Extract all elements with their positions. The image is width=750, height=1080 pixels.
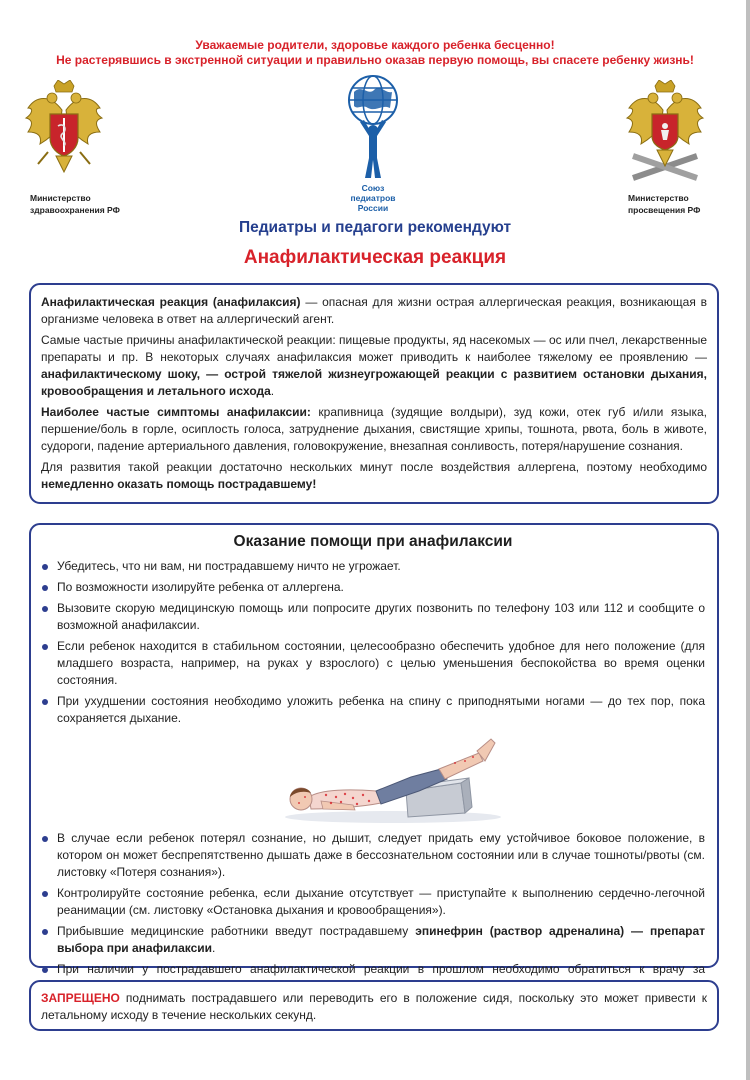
header-line-2: Не растерявшись в экстренной ситуации и правильно оказав первую помощь, вы спасете ребенку жизнь! [56, 53, 694, 67]
symptoms-text: крапивница (зудящие волдыри), зуд кожи, отек губ и/или языка, першение/боль в горле, осиплость голоса, затруднение дыхания, свистящие хрипы, тошнота, рвота, боль в животе, судороги, падение артериального давления, головокружение, внезапная сонливость, потеря/нарушение сознания. [41, 405, 707, 453]
definition-text: — опасная для жизни острая аллергическая реакция, возникающая в организме человека в ответ на аллергический агент. [41, 295, 707, 326]
symptoms-paragraph [41, 404, 707, 455]
page-title: Анафилактическая реакция [243, 247, 507, 268]
urgency-text: Для развития такой реакции достаточно нескольких минут после воздействия аллергена, поэтому необходимо [41, 460, 707, 474]
definition-paragraph [41, 294, 707, 328]
list-item [41, 638, 705, 689]
help-list-top [41, 558, 705, 727]
ministry-education-line-2: просвещения РФ [628, 205, 701, 215]
help-title: Оказание помощи при анафилаксии [233, 533, 513, 550]
list-item [41, 830, 705, 881]
epinephrine-text: Прибывшие медицинские работники введут пострадавшему [57, 924, 416, 938]
definition-term: Анафилактическая реакция (анафилаксия) [41, 295, 301, 309]
subtitle: Педиатры и педагоги рекомендуют [238, 219, 512, 236]
list-item-text: При ухудшении состояния необходимо уложить ребенка на спину с приподнятыми ногами — до тех пор, пока сохраняется дыхание. [57, 694, 705, 725]
header-line-1: Уважаемые родители, здоровье каждого ребенка бесценно! [195, 38, 555, 52]
list-item-text: При наличии у пострадавшего анафилактической реакции в прошлом необходимо обратиться к врачу за [57, 962, 705, 976]
help-list-bottom [41, 830, 705, 995]
pediatricians-union-label [333, 183, 413, 213]
list-item [41, 579, 705, 596]
list-item [41, 558, 705, 575]
ministry-education-line-1: Министерство [628, 193, 689, 203]
warning-text: поднимать пострадавшего или переводить его в положение сидя, поскольку это может привести к летальному исходу в течение нескольких секунд. [41, 991, 707, 1022]
list-item-text: Убедитесь, что ни вам, ни пострадавшему ничто не угрожает. [57, 559, 401, 573]
education-ministry-emblem-icon [625, 80, 705, 188]
child-legs-raised-illustration [41, 731, 705, 826]
epinephrine-end: . [212, 941, 216, 955]
shock-definition: анафилактическому шоку, — острой тяжелой жизнеугрожающей реакции с развитием остановки дыхания, кровообращения и летального исхода [41, 367, 707, 398]
bullet-icon [42, 836, 48, 842]
warning-label: ЗАПРЕЩЕНО [41, 991, 120, 1005]
bullet-icon [42, 699, 48, 705]
list-item [41, 923, 705, 957]
bullet-icon [42, 606, 48, 612]
bullet-icon [42, 891, 48, 897]
health-ministry-emblem-icon [24, 80, 104, 188]
bullet-icon [42, 929, 48, 935]
ministry-education-label [628, 192, 700, 216]
urgency-paragraph [41, 459, 707, 493]
ministry-health-line-1: Министерство [30, 193, 91, 203]
page-edge [746, 0, 750, 1080]
list-item-text: Если ребенок находится в стабильном состоянии, целесообразно обеспечить удобное для него положение (для младшего возраста, например, на руках у взрослого) с целью уменьшения беспокойства во время оценки состояния. [57, 639, 705, 687]
help-box [29, 523, 719, 976]
urgency-call: немедленно оказать помощь пострадавшему! [41, 477, 317, 491]
definition-box [29, 283, 719, 504]
warning-paragraph [41, 990, 707, 1024]
bullet-icon [42, 967, 48, 973]
bullet-icon [42, 585, 48, 591]
warning-box [29, 980, 719, 1031]
list-item-text: По возможности изолируйте ребенка от аллергена. [57, 580, 344, 594]
list-item-text: Вызовите скорую медицинскую помощь или попросите других позвонить по телефону 103 или 112 и сообщите о возможной анафилаксии. [57, 601, 705, 632]
logo-text-line-2: педиатров [350, 193, 396, 203]
causes-paragraph [41, 332, 707, 400]
lying-child-icon [281, 731, 506, 826]
list-item [41, 693, 705, 727]
ministry-health-line-2: здравоохранения РФ [30, 205, 120, 215]
logo-text-line-1: Союз [361, 183, 385, 193]
list-item-text: В случае если ребенок потерял сознание, но дышит, следует придать ему устойчивое боковое положение, в котором он может беспрепятственно дышать даже в бессознательном состоянии или в случае тошноты/рвоты (см. листовку «Потеря сознания»). [57, 831, 705, 879]
ministry-health-label [30, 192, 120, 216]
pediatricians-union-logo-icon [338, 74, 408, 182]
causes-end: . [270, 384, 275, 398]
list-item [41, 885, 705, 919]
list-item-text: Контролируйте состояние ребенка, если дыхание отсутствует — приступайте к выполнению сердечно-легочной реанимации (см. листовку «Остановка дыхания и кровообращения»). [57, 886, 705, 917]
bullet-icon [42, 564, 48, 570]
logo-text-line-3: России [357, 203, 389, 213]
symptoms-heading: Наиболее частые симптомы анафилаксии: [41, 405, 311, 419]
bullet-icon [42, 644, 48, 650]
list-item [41, 600, 705, 634]
causes-text: Самые частые причины анафилактической реакции: пищевые продукты, яд насекомых — ос или пчел, лекарственные препараты и пр. В некоторых случаях анафилаксия может приводить к наиболее тяжелому ее проявлению — [41, 333, 707, 364]
epinephrine-bold: эпинефрин (раствор адреналина) — препарат выбора при анафилаксии [57, 924, 705, 955]
